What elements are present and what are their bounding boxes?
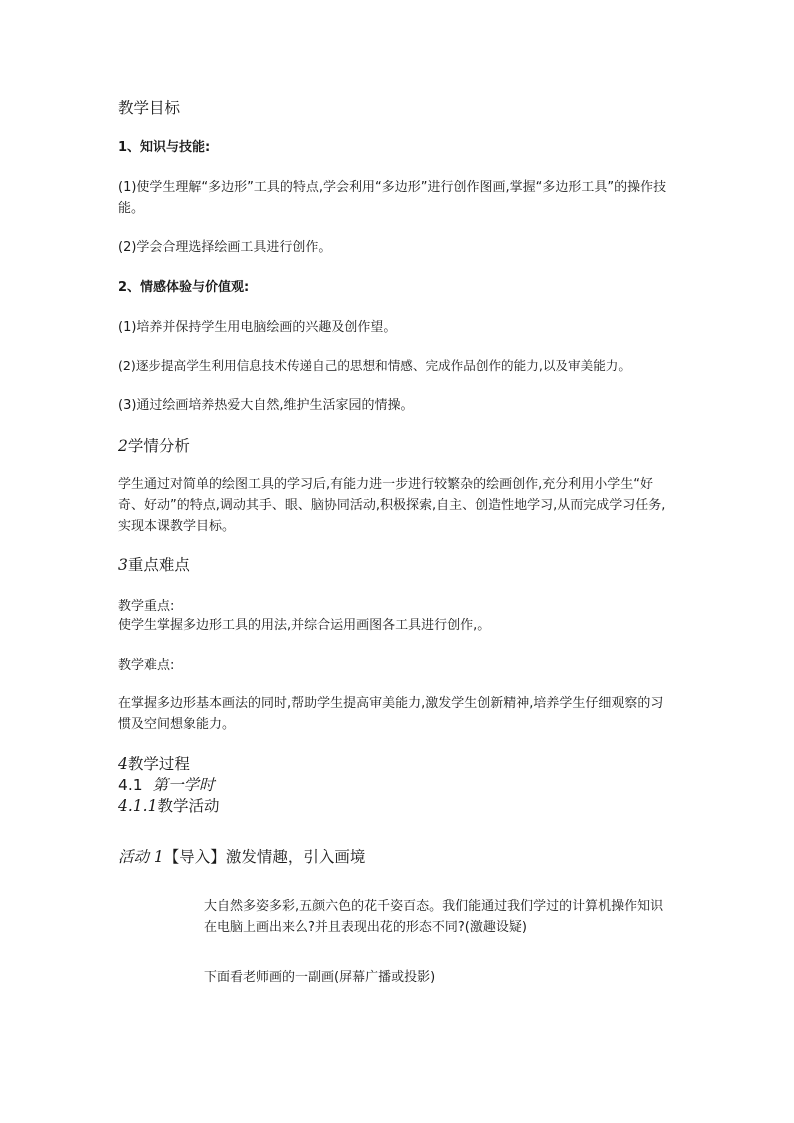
difficulty-label: 教学难点: <box>118 658 175 673</box>
analysis-heading <box>118 434 190 456</box>
keypoints-number: 3 <box>118 556 128 574</box>
knowledge-item-2: (2)学会合理选择绘画工具进行创作。 <box>118 240 332 255</box>
keypoints-heading <box>118 553 190 575</box>
analysis-number: 2 <box>118 437 128 455</box>
activity-1-note: 下面看老师画的一副画(屏幕广播或投影) <box>204 970 436 985</box>
activity-1-bracket: 【导入】 <box>163 848 226 866</box>
analysis-title: 学情分析 <box>127 437 190 455</box>
activity-1-paragraph: 大自然多姿多彩,五颜六色的花千姿百态。我们能通过我们学过的计算机操作知识在电脑上画出来么?并且表现出花的形态不同?(激趣设疑) <box>204 899 664 935</box>
lesson-1-number: 4.1 <box>118 776 143 794</box>
lesson-1-heading <box>118 773 215 795</box>
knowledge-item-1: (1)使学生理解“多边形”工具的特点,学会利用“多边形”进行创作图画,掌握“多边形工具”的操作技能。 <box>118 180 667 216</box>
section-knowledge-title: 1、知识与技能: <box>118 140 211 155</box>
analysis-paragraph: 学生通过对简单的绘图工具的学习后,有能力进一步进行较繁杂的绘画创作,充分利用小学生“好奇、好动”的特点,调动其手、眼、脑协同活动,积极探索,自主、创造性地学习,从而完成学习任务,实现本课教学目标。 <box>118 477 666 534</box>
lesson-1-title: 第一学时 <box>152 776 215 794</box>
difficulty-text: 在掌握多边形基本画法的同时,帮助学生提高审美能力,激发学生创新精神,培养学生仔细观察的习惯及空间想象能力。 <box>118 696 664 732</box>
key-point-text: 使学生掌握多边形工具的用法,并综合运用画图各工具进行创作,。 <box>118 618 491 633</box>
section-emotion-title: 2、情感体验与价值观: <box>118 280 250 295</box>
activity-1-title: 激发情趣，引入画境 <box>225 848 366 866</box>
process-heading <box>118 752 190 774</box>
process-title: 教学过程 <box>127 755 190 773</box>
keypoints-title: 重点难点 <box>127 556 190 574</box>
activities-heading <box>118 794 219 816</box>
activity-1-heading <box>118 845 365 867</box>
emotion-item-2: (2)逐步提高学生利用信息技术传递自己的思想和情感、完成作品创作的能力,以及审美能力。 <box>118 358 631 373</box>
activity-1-prefix: 活动 1 <box>118 848 164 866</box>
key-point-label: 教学重点: <box>118 599 175 614</box>
activities-number: 4.1.1 <box>118 797 158 815</box>
objectives-heading: 教学目标 <box>118 99 181 117</box>
activities-title: 教学活动 <box>157 797 220 815</box>
emotion-item-1: (1)培养并保持学生用电脑绘画的兴趣及创作望。 <box>118 320 397 335</box>
emotion-item-3: (3)通过绘画培养热爱大自然,维护生活家园的情操。 <box>118 398 414 413</box>
process-number: 4 <box>118 755 128 773</box>
